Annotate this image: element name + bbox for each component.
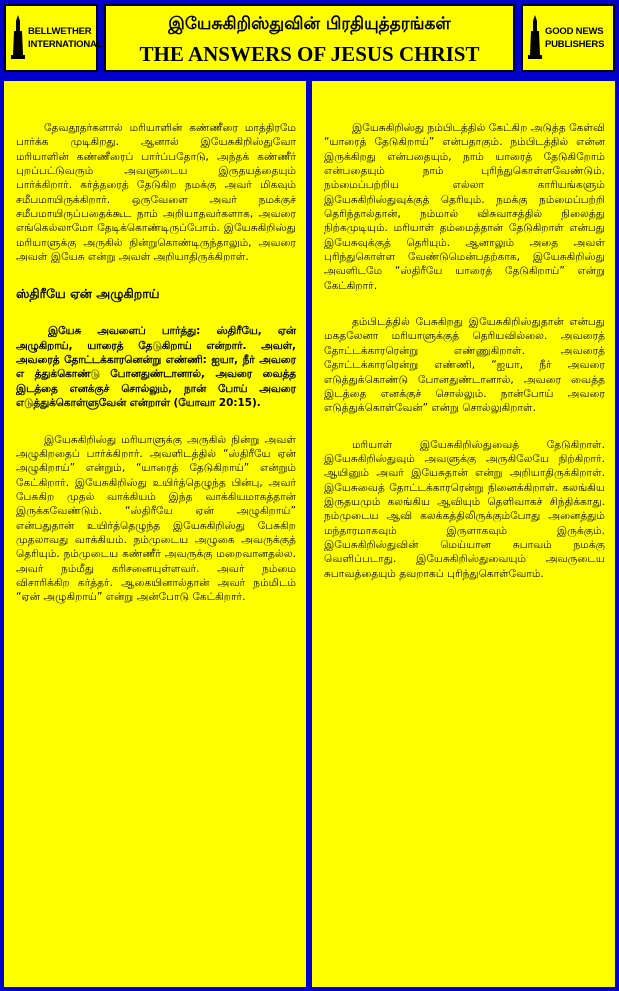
tower-icon bbox=[10, 15, 26, 61]
title-box bbox=[104, 4, 515, 72]
right-paragraph-2: தம்பிடத்தில் பேசுகிறது இயேசுகிறிஸ்துதான் என்பது மகதலேனா மரியாளுக்குத் தெரியவில்லை. அவரைத் தோட்டக்காரரென்று எண்ணுகிறாள். அவரைத் தோட்டக்காரரென்று எண்ணி, “ஐயா, நீர் அவரை எடுத்துக்கொண்டு போனதுண்டானால், அவரை வைத்த இடத்தை எனக்குச் சொல்லும். நான்போய் அவரை எடுத்துக்கொள்வேன்” என்று சொல்லுகிறாள். bbox=[324, 316, 605, 415]
bellwether-line1: BELLWETHER bbox=[28, 26, 92, 37]
bellwether-line2: INTERNATIONAL bbox=[28, 39, 103, 50]
good-news-line1: GOOD NEWS bbox=[545, 26, 604, 37]
scripture-quote: இயேசு அவளைப் பார்த்து: ஸ்திரீயே, ஏன் அழுகிறாய், யாரைத் தேடுகிறாய் என்றார். அவள், அவரைத் தோட்டக்காரனென்று எண்ணி: ஐயா, நீர் அவரை எ த்துக்கொண்டு போனதுண்டானால், அவரை வைத்த இடத்தை எனக்குச் சொல்லும், நான் போய் அவரை எடுத்துக்கொள்ளுவேன் என்றாள் (யோவா 20:15). bbox=[16, 325, 296, 410]
right-paragraph-1: இயேசுகிறிஸ்து நம்பிடத்தில் கேட்கிற அடுத்த கேள்வி “யாரைத் தேடுகிறாய்” என்பதாகும். நம்பிடத்தில் என்ன இருக்கிறது என்பதையும், நாம் யாரைத் தேடுகிறோம் என்பதையும் நாம் புரிந்துகொள்ளவேண்டும். நம்மைப்பற்றிய எல்லா காரியங்களும் இயேசுகிறிஸ்துவுக்குத் தெரியும். நமக்கு நம்மைப்பற்றி தெரிந்தால்தான், நம்மால் விசுவாசத்தில் நிலைத்து நிற்கமுடியும். மரியாள் தம்மைத்தான் தேடுகிறாள் என்பது இயேசுவுக்குத் தெரியும். ஆனாலும் அதை அவள் புரிந்துகொள்ள வேண்டுமென்பதற்காக, இயேசுகிறிஸ்து அவளிடமே “ஸ்திரீயே யாரைத் தேடுகிறாய்” என்று கேட்கிறார். bbox=[324, 122, 605, 292]
left-column bbox=[4, 81, 306, 987]
page-title-english: THE ANSWERS OF JESUS CHRIST bbox=[139, 42, 480, 66]
good-news-logo bbox=[521, 4, 615, 72]
left-paragraph-2: இயேசுகிறிஸ்து மரியாளுக்கு அருகில் நின்று அவள் அழுகிறதைப் பார்க்கிறார். அவளிடத்தில் “ஸ்திரீயே ஏன் அழுகிறாய்” என்றும், “யாரைத் தேடுகிறாய்” என்றும் கேட்கிறார். இயேசுகிறிஸ்து உயிர்த்தெழுந்த பின்பு, அவர் பேசுகிற முதல் வாக்கியம் இந்த வாக்கியமாகத்தான் இருக்கவேண்டும். “ஸ்திரீயே ஏன் அழுகிறாய்” என்பதுதான் உயிர்த்தெழுந்த இயேசுகிறிஸ்து பேசுகிற முதலாவது வாக்கியம். நம்முடைய அழுகை அவருக்குத் தெரியும். நம்முடைய கண்ணீர் அவருக்கு மறைவானதல்ல. அவர் நம்மீது கரிசனையுள்ளவர். அவர் நம்மை விசாரிக்கிற கர்த்தர். ஆகையினால்தான் அவர் நம்மிடம் “ஏன் அழுகிறாய்” என்று அன்போடு கேட்கிறார். bbox=[16, 433, 296, 604]
good-news-logo-text bbox=[545, 25, 604, 51]
body-frame bbox=[0, 76, 619, 991]
tower-icon bbox=[527, 15, 543, 61]
section-heading: ஸ்திரீயே ஏன் அழுகிறாய் bbox=[16, 286, 160, 302]
good-news-line2: PUBLISHERS bbox=[545, 39, 605, 50]
header bbox=[0, 0, 619, 76]
left-paragraph-1: தேவதூதர்களால் மரியாளின் கண்ணீரை மாத்திரமே பார்க்க முடிகிறது. ஆனால் இயேசுகிறிஸ்துவோ மரியாளின் கண்ணீரைப் பார்ப்பதோடு, அந்தக் கண்ணீர் புறப்பட்டுவரும் அவளுடைய இருதயத்தையும் பார்க்கிறார். கர்த்தரைத் தேடுகிற நமக்கு அவர் மிகவும் சமீபமாயிருக்கிறார். ஒருவேளை அவர் நமக்குச் சமீபமாயிருப்பதைக்கூட நாம் அறியாதவர்களாக, அவரை எங்கெல்லாமோ தேடிக்கொண்டிருப்போம். இயேசுகிறிஸ்து மரியாளுக்கு அருகில் நின்றுகொண்டிருந்தாலும், அவரை அவள் இயேசு என்று அவள் அறியாதிருக்கிறாள். bbox=[16, 122, 296, 264]
right-paragraph-3: மரியாள் இயேசுகிறிஸ்துவைத் தேடுகிறாள். இயேசுகிறிஸ்துவும் அவளுக்கு அருகிலேயே நிற்கிறார். ஆயினும் அவர் இயேசுதான் என்று அறியாதிருக்கிறாள். இயேசுவைத் தோட்டக்காரரென்று நினைக்கிறாள். கலங்கிய இருதயமும் கலங்கிய ஆவியும் தெளிவாகச் சிந்திக்காது. நம்முடைய ஆவி கலக்கத்திலிருக்கும்போது அனைத்தும் மந்தாரமாகவும் இருளாகவும் இருக்கும். இயேசுகிறிஸ்துவின் மெய்யான சுபாவம் நமக்கு வெளிப்படாது. இயேசுகிறிஸ்துவையும் அவருடைய சுபாவத்தையும் தவறாகப் புரிந்துகொள்வோம். bbox=[324, 438, 605, 580]
right-column bbox=[312, 81, 615, 987]
bellwether-logo-text bbox=[28, 25, 102, 51]
bellwether-logo bbox=[4, 4, 103, 72]
page-title-tamil: இயேசுகிறிஸ்துவின் பிரதியுத்தரங்கள் bbox=[168, 14, 451, 34]
